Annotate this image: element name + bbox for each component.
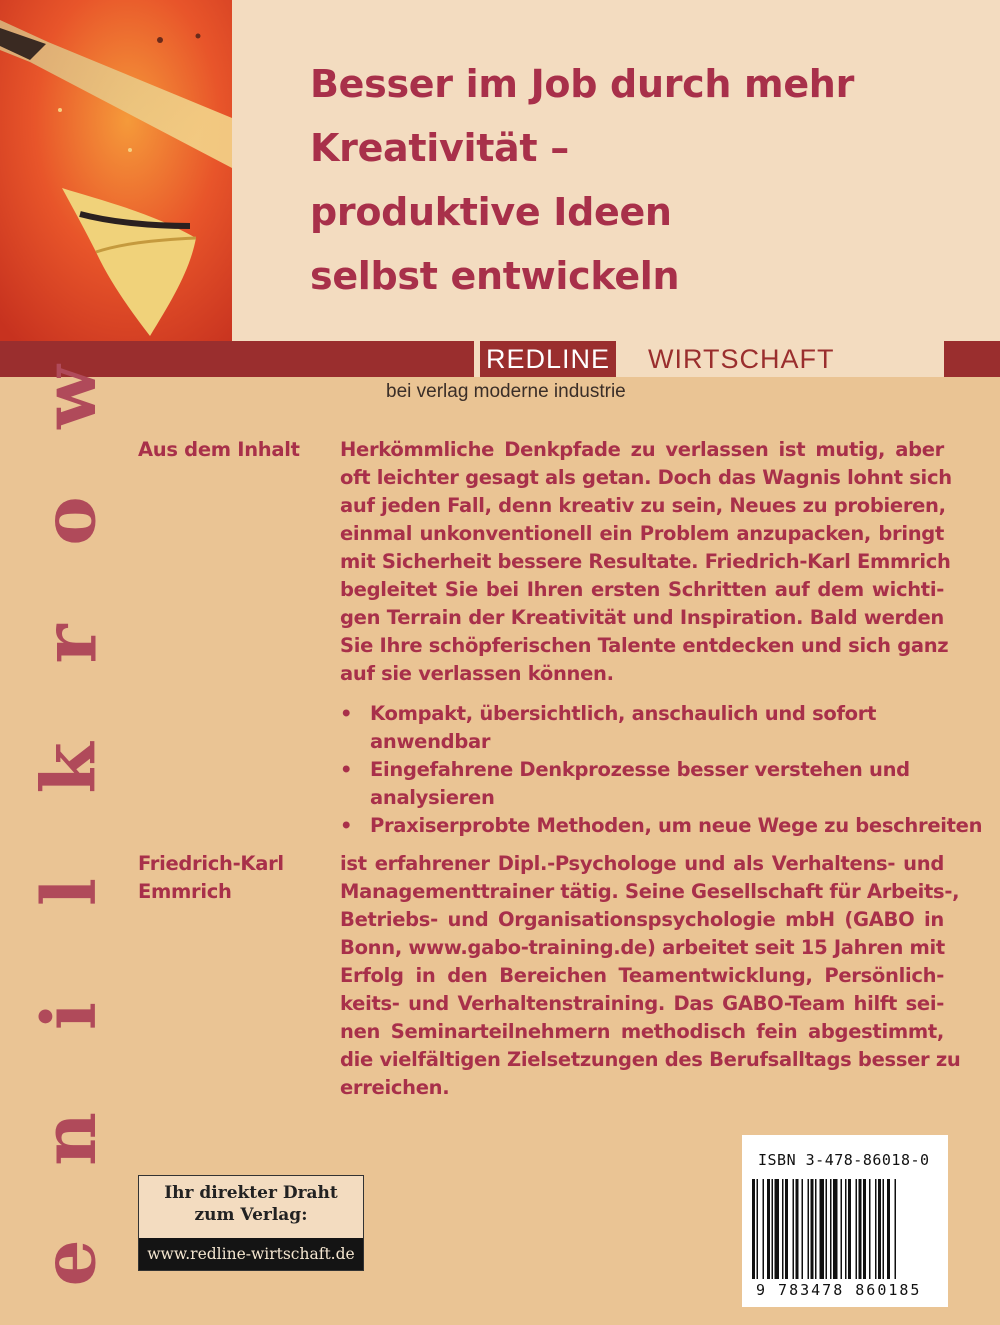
- author-name-line: Friedrich-Karl: [138, 852, 284, 875]
- barcode-bar: [845, 1179, 847, 1279]
- barcode-bar: [811, 1179, 814, 1279]
- barcode-graphic: [752, 1179, 938, 1279]
- paragraph-line: keits- und Verhaltenstraining. Das GABO-Team hilft sei-: [340, 992, 944, 1015]
- paragraph-line: begleitet Sie bei Ihren ersten Schritten auf dem wichti-: [340, 578, 944, 601]
- barcode-bar: [796, 1179, 799, 1279]
- headline-line: produktive Ideen: [310, 190, 672, 234]
- section-label-inhalt: Aus dem Inhalt: [138, 438, 300, 461]
- isbn-label: ISBN 3-478-86018-0: [758, 1151, 930, 1169]
- author-name-line: Emmrich: [138, 880, 232, 903]
- barcode-bar: [808, 1179, 810, 1279]
- spine-letter: i: [27, 1001, 113, 1030]
- barcode-bar: [782, 1179, 784, 1279]
- isbn-barcode-box: [742, 1135, 948, 1307]
- spine-letter: w: [26, 365, 113, 429]
- spine-letter: k: [27, 742, 113, 794]
- paragraph-line: ist erfahrener Dipl.-Psychologe und als Verhaltens- und: [340, 852, 944, 875]
- paragraph-line: nen Seminarteilnehmern methodisch fein abgestimmt,: [340, 1020, 944, 1043]
- feature-list: [340, 700, 983, 840]
- brand-logo-wirtschaft: WIRTSCHAFT: [648, 344, 835, 374]
- barcode-bar: [757, 1179, 759, 1279]
- headline: [310, 52, 970, 308]
- barcode-bar: [793, 1179, 795, 1279]
- barcode-bar: [887, 1179, 890, 1279]
- barcode-bar: [763, 1179, 765, 1279]
- list-item: [340, 756, 960, 812]
- barcode-bar: [815, 1179, 817, 1279]
- barcode-bar: [875, 1179, 877, 1279]
- headline-line: Kreativität –: [310, 126, 569, 170]
- paragraph-line: gen Terrain der Kreativität und Inspiration. Bald werden: [340, 606, 944, 629]
- spine-letter: r: [27, 624, 113, 664]
- author-paragraph: [340, 850, 961, 1102]
- paragraph-line: erreichen.: [340, 1076, 450, 1099]
- barcode-bar: [883, 1179, 885, 1279]
- series-spine-working: [10, 360, 130, 1300]
- barcode-bar: [752, 1179, 755, 1279]
- spine-letter: o: [26, 496, 113, 546]
- paragraph-line: Sie Ihre schöpferischen Talente entdecken und sich ganz: [340, 634, 949, 657]
- barcode-bar: [848, 1179, 851, 1279]
- brand-logo-redline: REDLINE: [480, 341, 616, 377]
- paragraph-line: einmal unkonventionell ein Problem anzupacken, bringt: [340, 522, 944, 545]
- barcode-bar: [802, 1179, 804, 1279]
- spine-letter: e: [27, 1239, 113, 1287]
- paragraph-line: Bonn, www.gabo-training.de) arbeitet seit 15 Jahren mit: [340, 936, 945, 959]
- barcode-bar: [878, 1179, 881, 1279]
- barcode-bar: [830, 1179, 832, 1279]
- contact-title: [139, 1182, 363, 1226]
- barcode-bar: [863, 1179, 866, 1279]
- publisher-website-link[interactable]: www.redline-wirtschaft.de: [139, 1238, 363, 1270]
- list-item-line: Kompakt, übersichtlich, anschaulich und sofort: [370, 702, 877, 725]
- pencil-shavings-photo: [0, 0, 232, 345]
- paragraph-line: die vielfältigen Zielsetzungen des Berufsalltags besser zu: [340, 1048, 961, 1071]
- barcode-bar: [767, 1179, 770, 1279]
- spine-letter: l: [27, 877, 113, 906]
- barcode-bar: [841, 1179, 843, 1279]
- contact-title-line: zum Verlag:: [194, 1205, 308, 1225]
- paragraph-line: Betriebs- und Organisationspsychologie mbH (GABO in: [340, 908, 944, 931]
- paragraph-line: auf jeden Fall, denn kreativ zu sein, Neues zu probieren,: [340, 494, 946, 517]
- list-item-line: Praxiserprobte Methoden, um neue Wege zu beschreiten: [370, 814, 983, 837]
- publisher-line: bei verlag moderne industrie: [386, 381, 626, 402]
- barcode-bar: [775, 1179, 780, 1279]
- description-paragraph: [340, 436, 952, 688]
- list-item-line: anwendbar: [370, 730, 491, 753]
- paragraph-line: Herkömmliche Denkpfade zu verlassen ist mutig, aber: [340, 438, 944, 461]
- contact-title-line: Ihr direkter Draht: [164, 1183, 338, 1203]
- spine-letter: n: [27, 1112, 113, 1167]
- barcode-bar: [772, 1179, 774, 1279]
- bullet-icon: •: [340, 702, 353, 725]
- paragraph-line: oft leichter gesagt als getan. Doch das Wagnis lohnt sich: [340, 466, 952, 489]
- headline-line: selbst entwickeln: [310, 254, 680, 298]
- bullet-icon: •: [340, 758, 353, 781]
- isbn-digits: 9 783478 860185: [756, 1281, 922, 1299]
- barcode-bar: [856, 1179, 858, 1279]
- paragraph-line: mit Sicherheit bessere Resultate. Friedrich-Karl Emmrich: [340, 550, 951, 573]
- barcode-bar: [820, 1179, 825, 1279]
- barcode-bar: [869, 1179, 871, 1279]
- list-item: [340, 700, 960, 756]
- bullet-icon: •: [340, 814, 353, 837]
- list-item-line: analysieren: [370, 786, 495, 809]
- contact-box: [138, 1175, 364, 1271]
- paragraph-line: Erfolg in den Bereichen Teamentwicklung, Persönlich-: [340, 964, 944, 987]
- headline-line: Besser im Job durch mehr: [310, 62, 855, 106]
- barcode-bar: [785, 1179, 788, 1279]
- barcode-bar: [895, 1179, 897, 1279]
- barcode-bar: [859, 1179, 862, 1279]
- barcode-bar: [826, 1179, 828, 1279]
- paragraph-line: auf sie verlassen können.: [340, 662, 614, 685]
- barcode-bar: [833, 1179, 838, 1279]
- section-label-author: [138, 850, 284, 906]
- list-item: [340, 812, 983, 840]
- list-item-line: Eingefahrene Denkprozesse besser verstehen und: [370, 758, 910, 781]
- paragraph-line: Managementtrainer tätig. Seine Gesellschaft für Arbeits-,: [340, 880, 960, 903]
